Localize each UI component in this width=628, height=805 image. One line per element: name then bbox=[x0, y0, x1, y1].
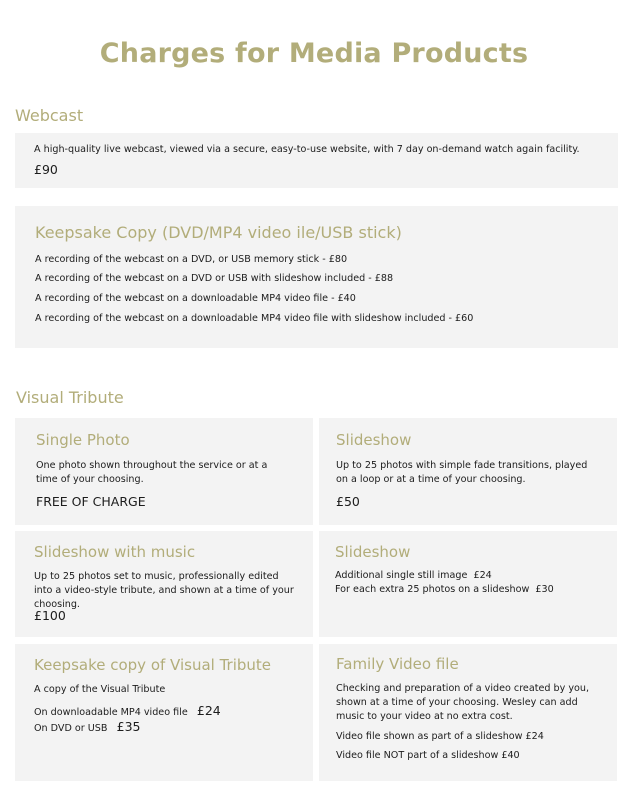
family-video-title: Family Video file bbox=[336, 655, 459, 673]
visual-tribute-heading: Visual Tribute bbox=[16, 388, 124, 407]
slideshow-price: £50 bbox=[336, 494, 360, 509]
slideshow-description: Up to 25 photos with simple fade transitions, played on a loop or at a time of your choosing. bbox=[336, 460, 588, 485]
keepsake-tribute-title: Keepsake copy of Visual Tribute bbox=[34, 656, 272, 674]
slideshow-music-description: Up to 25 photos set to music, professionally edited into a video-style tribute, and shown at a time of your choosing. bbox=[34, 571, 294, 610]
slideshow-extras-label: Additional single still image bbox=[335, 570, 468, 581]
single-photo-description: One photo shown throughout the service or at a time of your choosing. bbox=[36, 460, 268, 485]
keepsake-item: A recording of the webcast on a DVD, or USB memory stick - £80 bbox=[35, 254, 348, 265]
page-title: Charges for Media Products bbox=[99, 38, 529, 69]
webcast-description: A high-quality live webcast, viewed via a secure, easy-to-use website, with 7 day on-demand watch again facility. bbox=[34, 144, 580, 155]
slideshow-card bbox=[319, 418, 617, 525]
keepsake-tribute-price: £24 bbox=[196, 703, 221, 718]
family-video-card bbox=[319, 644, 617, 781]
webcast-price: £90 bbox=[34, 162, 58, 177]
single-photo-title: Single Photo bbox=[36, 431, 130, 449]
slideshow-title: Slideshow bbox=[336, 431, 412, 449]
slideshow-extras-card bbox=[319, 531, 617, 637]
slideshow-music-card bbox=[15, 531, 313, 637]
family-video-description: Checking and preparation of a video created by you, shown at a time of your choosing. Wesley can add music to your video at no extra cost. bbox=[336, 683, 590, 722]
webcast-panel bbox=[15, 133, 618, 188]
keepsake-tribute-label: On downloadable MP4 video file bbox=[34, 707, 188, 718]
keepsake-tribute-card bbox=[15, 644, 313, 781]
slideshow-extras-line bbox=[335, 583, 554, 597]
slideshow-extras-label: For each extra 25 photos on a slideshow bbox=[335, 584, 530, 595]
keepsake-tribute-line bbox=[34, 703, 221, 718]
slideshow-extras-title: Slideshow bbox=[335, 543, 411, 561]
single-photo-card bbox=[15, 418, 313, 525]
webcast-heading: Webcast bbox=[15, 106, 84, 125]
family-video-line: Video file shown as part of a slideshow £24 bbox=[336, 731, 544, 742]
single-photo-price: FREE OF CHARGE bbox=[36, 494, 146, 509]
slideshow-extras-line bbox=[335, 569, 492, 583]
keepsake-tribute-label: On DVD or USB bbox=[34, 723, 108, 734]
keepsake-item: A recording of the webcast on a DVD or USB with slideshow included - £88 bbox=[35, 273, 394, 284]
slideshow-extras-price: £30 bbox=[535, 584, 554, 595]
keepsake-item: A recording of the webcast on a downloadable MP4 video file - £40 bbox=[35, 293, 356, 304]
keepsake-panel bbox=[15, 206, 618, 348]
slideshow-music-price: £100 bbox=[34, 608, 66, 623]
keepsake-tribute-line bbox=[34, 719, 140, 734]
keepsake-heading: Keepsake Copy (DVD/MP4 video ile/USB stick) bbox=[35, 223, 402, 242]
slideshow-extras-price: £24 bbox=[473, 570, 492, 581]
keepsake-tribute-price: £35 bbox=[116, 719, 141, 734]
keepsake-item: A recording of the webcast on a downloadable MP4 video file with slideshow included - £60 bbox=[35, 313, 474, 324]
slideshow-music-title: Slideshow with music bbox=[34, 543, 196, 561]
keepsake-tribute-intro: A copy of the Visual Tribute bbox=[34, 684, 166, 695]
family-video-line: Video file NOT part of a slideshow £40 bbox=[336, 750, 520, 761]
